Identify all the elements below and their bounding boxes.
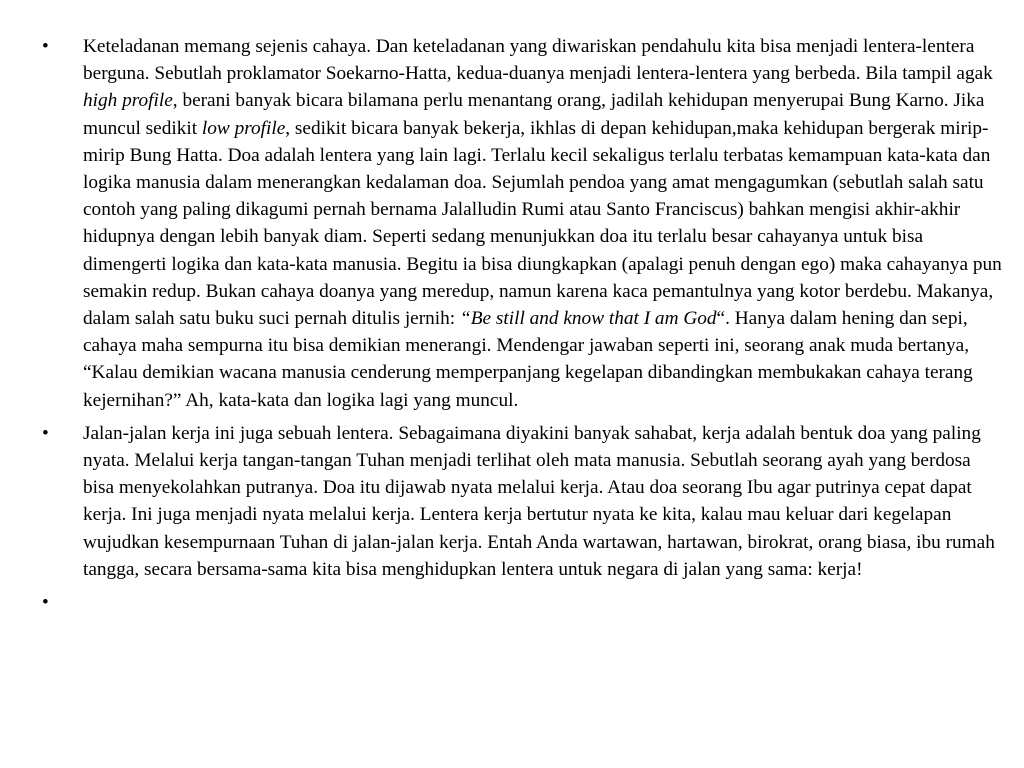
italic-text-segment: high profile	[83, 90, 173, 112]
paragraph	[83, 420, 1002, 583]
bullet-list	[42, 33, 1002, 622]
list-item-empty	[42, 589, 1002, 616]
italic-text-segment: “Be still and know that I am God	[459, 308, 717, 330]
text-segment: , sedikit bicara banyak bekerja, ikhlas di depan kehidupan,maka kehidupan bergerak mirip-mirip Bung Hatta. Doa adalah lentera yang lain lagi. Terlalu kecil sekaligus terlalu terbatas kemampuan kata-kata dan logika manusia dalam menerangkan kedalaman doa. Sejumlah pendoa yang amat mengagumkan (sebutlah salah satu contoh yang paling dikagumi pernah bernama Jalalludin Rumi atau Santo Franciscus) bahkan mengisi akhir-akhir hidupnya dengan lebih banyak diam. Seperti sedang menunjukkan doa itu terlalu besar cahayanya untuk bisa dimengerti logika dan kata-kata manusia. Begitu ia bisa diungkapkan (apalagi penuh dengan ego) maka cahayanya pun semakin redup. Bukan cahaya doanya yang meredup, namun karena kaca pemantulnya yang kotor berdebu. Makanya, dalam salah satu buku suci pernah ditulis jernih:	[83, 117, 1002, 330]
text-segment: , berani banyak bicara bilamana perlu menantang orang, jadilah kehidupan menyerupai Bung Karno. Jika muncul sedikit	[83, 90, 985, 139]
list-item	[42, 420, 1002, 583]
list-item	[42, 33, 1002, 414]
bullet-icon: •	[42, 422, 49, 444]
text-segment: Jalan-jalan kerja ini juga sebuah lentera. Sebagaimana diyakini banyak sahabat, kerja adalah bentuk doa yang paling nyata. Melalui kerja tangan-tangan Tuhan menjadi terlihat oleh mata manusia. Sebutlah seorang ayah yang berdosa bisa menyekolahkan putranya. Doa itu dijawab nyata melalui kerja. Atau doa seorang Ibu agar putrinya cepat dapat kerja. Ini juga menjadi nyata melalui kerja. Lentera kerja bertutur nyata ke kita, kalau mau keluar dari kegelapan wujudkan kesempurnaan Tuhan di jalan-jalan kerja. Entah Anda wartawan, hartawan, birokrat, orang biasa, ibu rumah tangga, secara bersama-sama kita bisa menghidupkan lentera untuk negara di jalan yang sama: kerja!	[83, 422, 995, 580]
text-segment: Keteladanan memang sejenis cahaya. Dan keteladanan yang diwariskan pendahulu kita bisa menjadi lentera-lentera berguna. Sebutlah proklamator Soekarno-Hatta, kedua-duanya menjadi lentera-lentera yang berbeda. Bila tampil agak	[83, 36, 993, 85]
bullet-icon: •	[42, 592, 49, 614]
paragraph	[83, 33, 1002, 414]
paragraph	[83, 589, 1002, 616]
bullet-icon: •	[42, 36, 49, 57]
text-segment: “. Hanya dalam hening dan sepi, cahaya maha sempurna itu bisa demikian menerangi. Mendengar jawaban seperti ini, seorang anak muda bertanya, “Kalau demikian wacana manusia cenderung memperpanjang kegelapan dibandingkan membukakan cahaya terang kejernihan?” Ah, kata-kata dan logika lagi yang muncul.	[83, 308, 973, 411]
italic-text-segment: low profile	[201, 117, 286, 139]
